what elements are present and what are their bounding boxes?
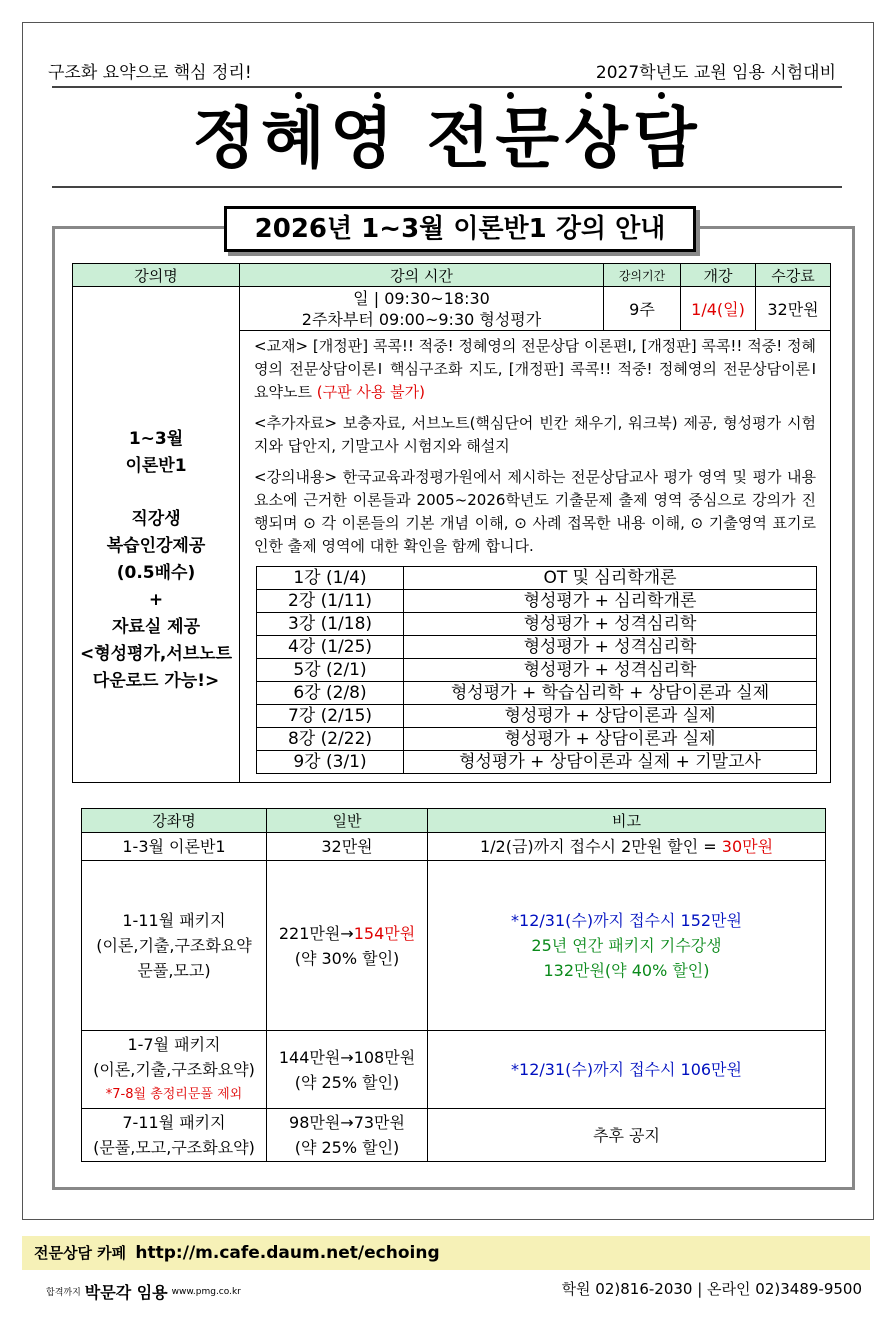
- brand-site[interactable]: www.pmg.co.kr: [171, 1286, 241, 1297]
- course-table-header: [73, 264, 831, 287]
- row2-price: 221만원→154만원 (약 30% 할인): [267, 861, 428, 1031]
- row2-name: 1-11월 패키지 (이론,기출,구조화요약 문풀,모고): [82, 861, 267, 1031]
- row4-note: 추후 공지: [428, 1109, 826, 1162]
- header-period: 강의기간: [604, 264, 681, 287]
- textbook-note: (구판 사용 불가): [316, 383, 425, 401]
- schedule-topic: 형성평가 + 성격심리학: [404, 613, 817, 636]
- extra-4: +: [148, 590, 164, 610]
- schedule-lesson: 7강 (2/15): [257, 705, 404, 728]
- course-row: [73, 287, 831, 331]
- time-cell: [240, 287, 604, 331]
- extra-5: 자료실 제공: [111, 617, 201, 637]
- schedule-topic: 형성평가 + 상담이론과 실제 + 기말고사: [404, 751, 817, 774]
- schedule-row: [257, 751, 817, 774]
- row2-note: *12/31(수)까지 접수시 152만원 25년 연간 패키지 기수강생 132만원(약 40% 할인): [428, 861, 826, 1031]
- period-cell: 9주: [604, 287, 681, 331]
- page-title: [52, 92, 842, 186]
- schedule-lesson: 9강 (3/1): [257, 751, 404, 774]
- schedule-table: [256, 566, 817, 774]
- schedule-topic: 형성평가 + 상담이론과 실제: [404, 728, 817, 751]
- header-fee: 수강료: [756, 264, 831, 287]
- content-info: <강의내용> 한국교육과정평가원에서 제시하는 전문상담교사 평가 영역 및 평가 내용 요소에 근거한 이론들과 2005~2026학년도 기출문제 출제 영역 중심으로 강의가 진행되며 ⊙ 각 이론들의 기본 개념 이해, ⊙ 사례 접목한 내용 이해, ⊙ 기출영역 표기로 인한 출제 영역에 대한 확인을 함께 합니다.: [254, 468, 816, 555]
- cafe-bar: [22, 1236, 870, 1270]
- time-line-2: 2주차부터 09:00~9:30 형성평가: [301, 309, 542, 329]
- row1-name: 1-3월 이론반1: [82, 833, 267, 861]
- row3-name: 1-7월 패키지 (이론,기출,구조화요약) *7-8월 총정리문풀 제외: [82, 1031, 267, 1109]
- page-title-text: 정혜영 전문상담: [192, 100, 702, 177]
- contact-info: 학원 02)816-2030 | 온라인 02)3489-9500: [561, 1280, 862, 1298]
- extra-material-info: <추가자료> 보충자료, 서브노트(핵심단어 빈칸 채우기, 워크북) 제공, 형성평가 시험지와 답안지, 기말고사 시험지와 해설지: [254, 414, 816, 455]
- schedule-topic: 형성평가 + 심리학개론: [404, 590, 817, 613]
- fee-cell: 32만원: [756, 287, 831, 331]
- cafe-label: 전문상담 카페: [34, 1244, 127, 1262]
- schedule-row: [257, 728, 817, 751]
- textbook-info: <교재> [개정판] 콕콕!! 적중! 정혜영의 전문상담 이론편Ⅰ, [개정판] 콕콕!! 적중! 정혜영의 전문상담이론Ⅰ 핵심구조화 지도, [개정판] 콕콕!! 적중! 정혜영의 전문상담이론Ⅰ 요약노트 (구판 사용 불가): [254, 337, 816, 401]
- schedule-lesson: 4강 (1/25): [257, 636, 404, 659]
- row4-name: 7-11월 패키지 (문풀,모고,구조화요약): [82, 1109, 267, 1162]
- schedule-row: [257, 705, 817, 728]
- price-row-4: [82, 1109, 826, 1162]
- row4-price: 98만원→73만원 (약 25% 할인): [267, 1109, 428, 1162]
- header-course-name: 강의명: [73, 264, 240, 287]
- price-row-3: [82, 1031, 826, 1109]
- schedule-topic: 형성평가 + 학습심리학 + 상담이론과 실제: [404, 682, 817, 705]
- header-course: 강좌명: [82, 809, 267, 833]
- extra-1: 직강생: [131, 509, 181, 529]
- schedule-lesson: 2강 (1/11): [257, 590, 404, 613]
- brand-name: 박문각 임용: [84, 1283, 168, 1302]
- schedule-lesson: 5강 (2/1): [257, 659, 404, 682]
- course-description: [240, 331, 830, 558]
- row1-price: 32만원: [267, 833, 428, 861]
- header-start: 개강: [681, 264, 756, 287]
- course-name: 1~3월: [128, 429, 184, 449]
- schedule-topic: 형성평가 + 성격심리학: [404, 659, 817, 682]
- schedule-topic: 형성평가 + 상담이론과 실제: [404, 705, 817, 728]
- schedule-row: [257, 659, 817, 682]
- time-line-1: 일 | 09:30~18:30: [353, 288, 490, 308]
- price-row-1: [82, 833, 826, 861]
- extra-6: <형성평가,서브노트: [79, 644, 233, 664]
- top-header: [48, 58, 836, 82]
- schedule-row: [257, 613, 817, 636]
- extra-3: (0.5배수): [116, 563, 196, 583]
- header-regular: 일반: [267, 809, 428, 833]
- brand-logo: [46, 1280, 241, 1303]
- schedule-topic: OT 및 심리학개론: [404, 567, 817, 590]
- schedule-row: [257, 682, 817, 705]
- course-table: [72, 263, 831, 783]
- price-table-header: [82, 809, 826, 833]
- header-time: 강의 시간: [240, 264, 604, 287]
- schedule-row: [257, 590, 817, 613]
- schedule-lesson: 8강 (2/22): [257, 728, 404, 751]
- row3-note: *12/31(수)까지 접수시 106만원: [428, 1031, 826, 1109]
- schedule-lesson: 3강 (1/18): [257, 613, 404, 636]
- price-table: [81, 808, 826, 1162]
- extra-2: 복습인강제공: [106, 536, 206, 556]
- course-name-cell: [73, 287, 240, 783]
- header-exam: 2027학년도 교원 임용 시험대비: [595, 62, 836, 83]
- course-detail-cell: [240, 331, 831, 783]
- header-slogan: 구조화 요약으로 핵심 정리!: [48, 62, 252, 83]
- divider-top: [52, 86, 842, 88]
- cafe-link[interactable]: http://m.cafe.daum.net/echoing: [135, 1243, 440, 1263]
- header-note: 비고: [428, 809, 826, 833]
- row3-price: 144만원→108만원 (약 25% 할인): [267, 1031, 428, 1109]
- schedule-lesson: 1강 (1/4): [257, 567, 404, 590]
- price-row-2: [82, 861, 826, 1031]
- divider-bottom: [52, 186, 842, 188]
- emphasis-dots: [52, 92, 842, 104]
- row1-note: 1/2(금)까지 접수시 2만원 할인 = 30만원: [428, 833, 826, 861]
- start-cell: 1/4(일): [681, 287, 756, 331]
- schedule-row: [257, 636, 817, 659]
- extra-7: 다운로드 가능!>: [92, 671, 220, 691]
- course-badge: 2026년 1~3월 이론반1 강의 안내: [224, 206, 696, 252]
- schedule-topic: 형성평가 + 성격심리학: [404, 636, 817, 659]
- schedule-row: [257, 567, 817, 590]
- course-name-2: 이론반1: [125, 456, 187, 476]
- schedule-lesson: 6강 (2/8): [257, 682, 404, 705]
- brand-tagline: 합격까지: [46, 1288, 81, 1298]
